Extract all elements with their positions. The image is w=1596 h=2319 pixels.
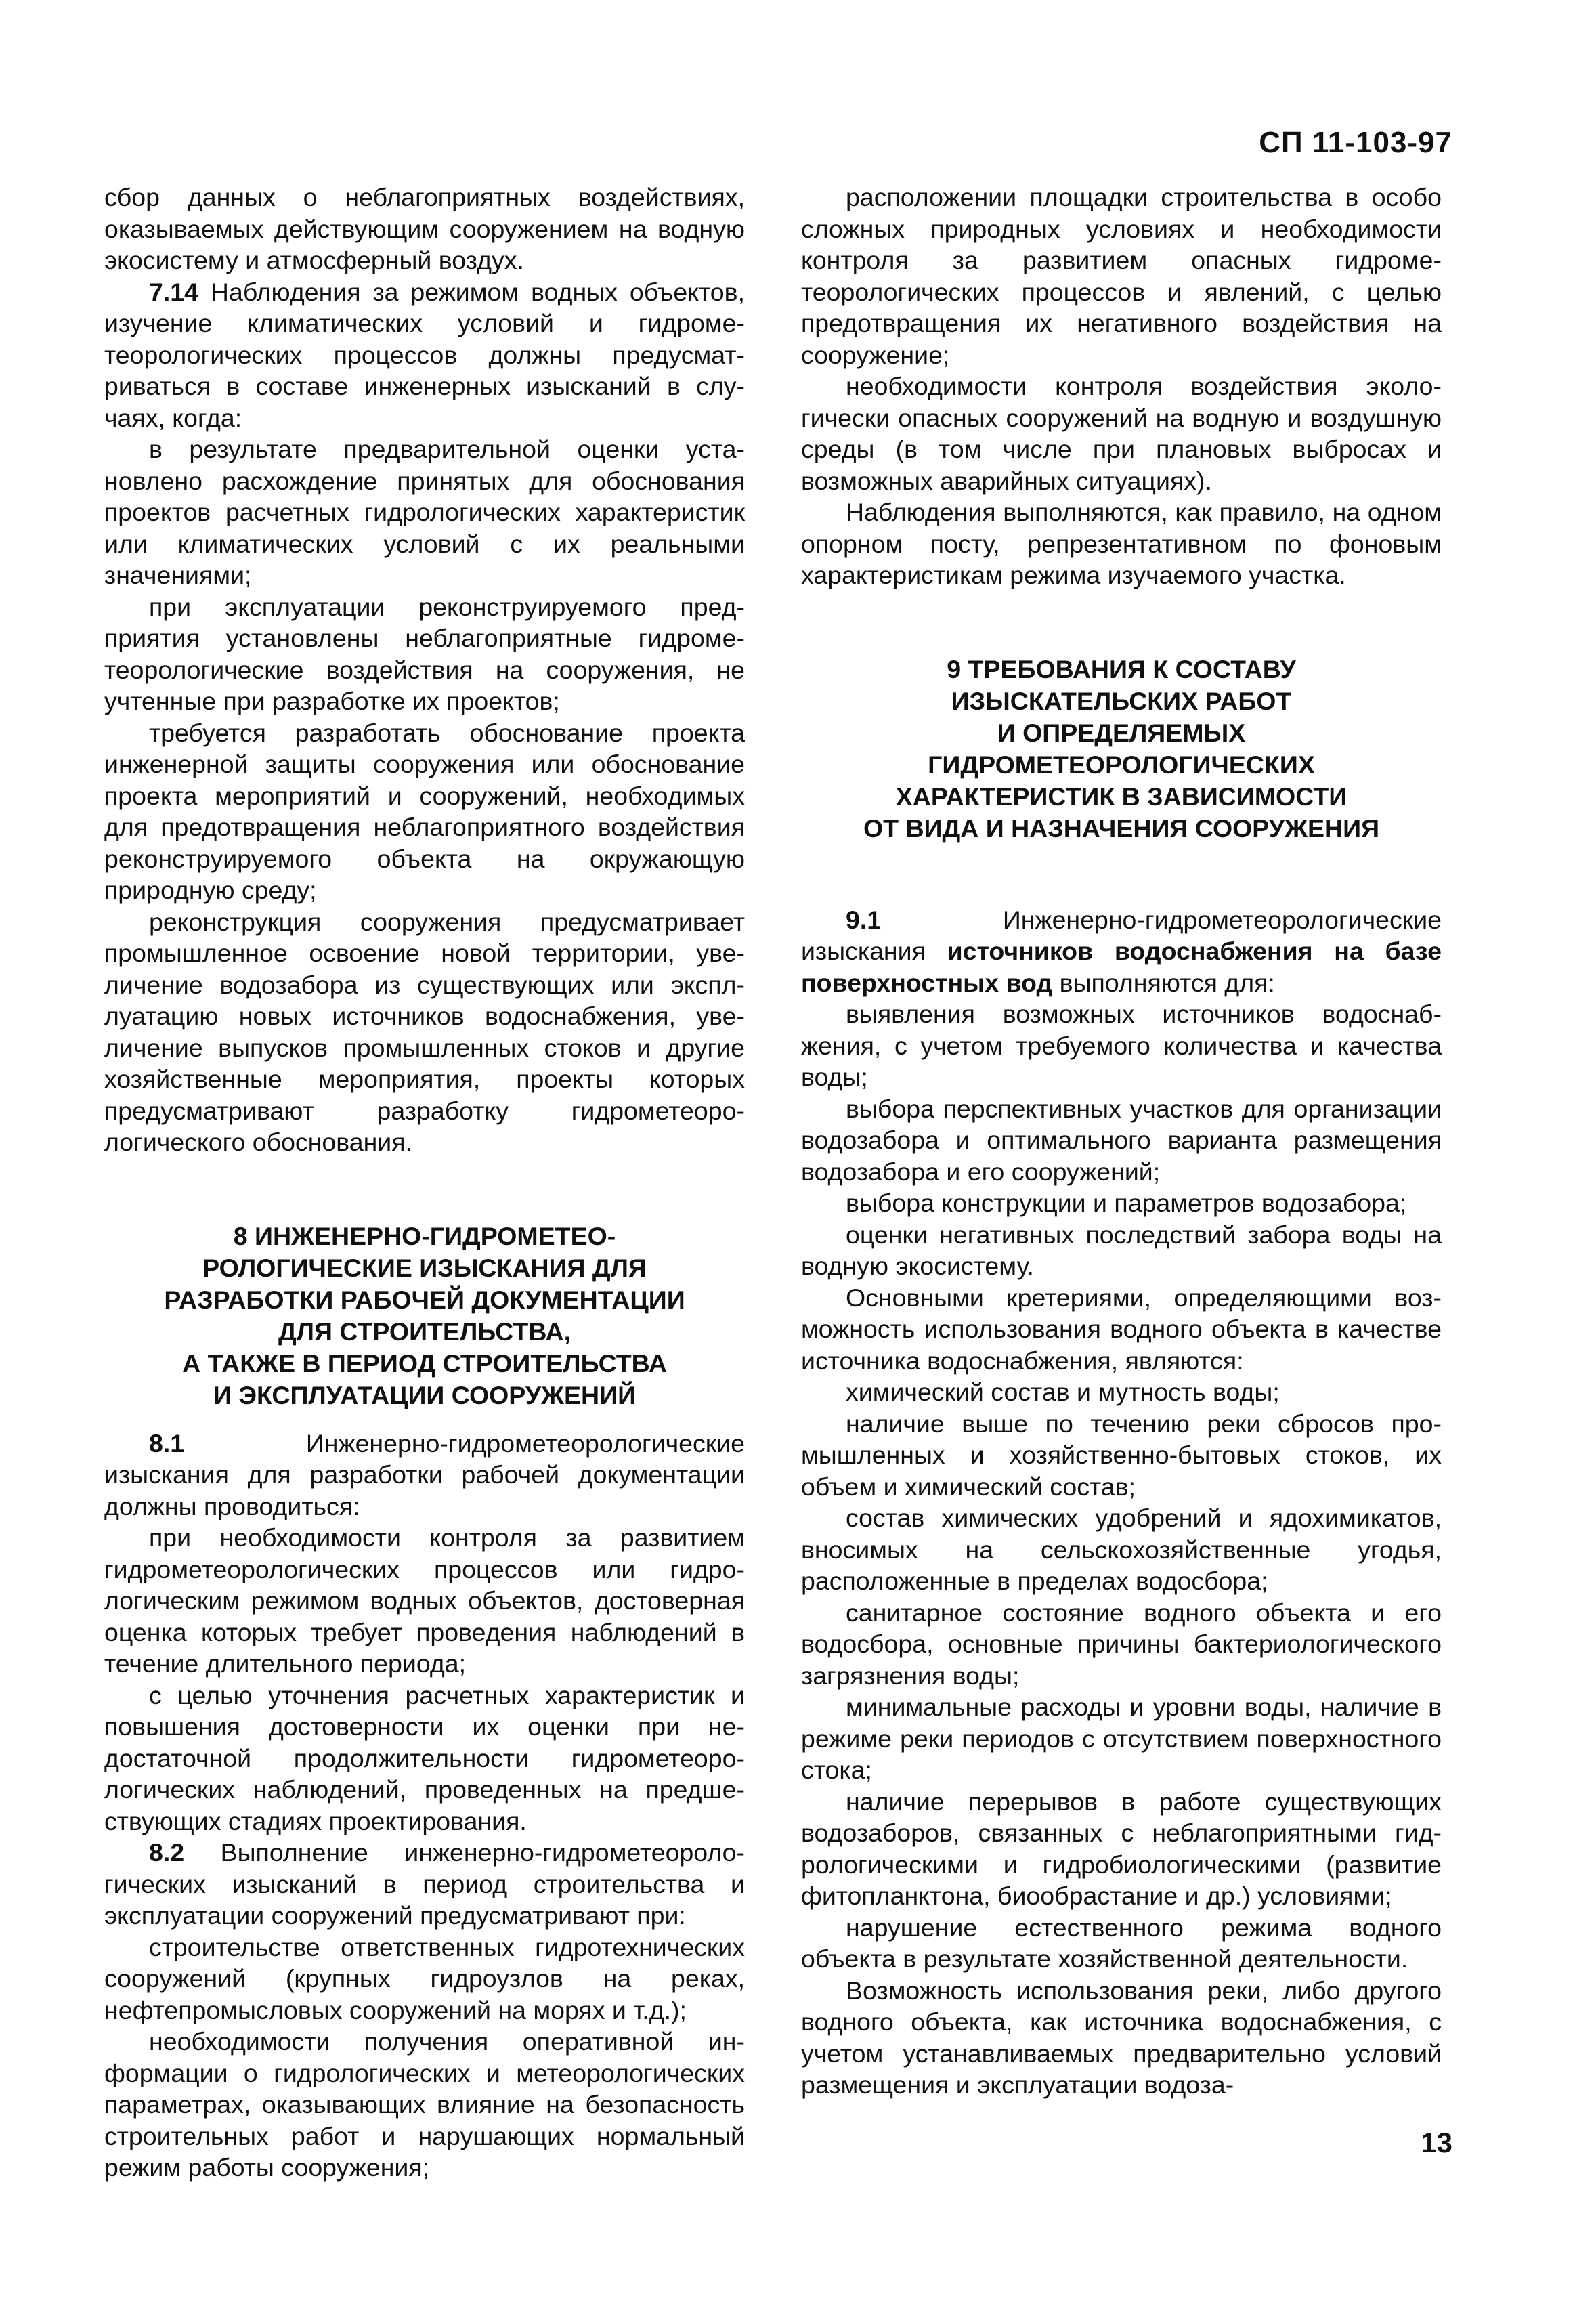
- clause-emphasis: источников водоснабжения на базе поверхностных вод: [801, 937, 1442, 997]
- paragraph: наличие выше по течению реки сбросов промышленных и хозяйственно-бытовых стоков, их объем и химический состав;: [801, 1409, 1442, 1501]
- paragraph: с целью уточнения расчетных характеристик и повышения достоверности их оценки при недостаточной продолжительности гидрометеорологических наблюдений, проведенных на предшествующих стадиях проектирования.: [104, 1680, 745, 1835]
- paragraph: состав химических удобрений и ядохимикатов, вносимых на сельскохозяйственные угодья, расположенные в пределах водосбора;: [801, 1504, 1442, 1595]
- paragraph: наличие перерывов в работе существующих водозаборов, связанных с неблагоприятными гидрологическими и гидробиологическими (развитие фитопланктона, биообрастание и др.) условиями;: [801, 1787, 1442, 1910]
- right-column: [801, 182, 1442, 2101]
- heading-line: И ОПРЕДЕЛЯЕМЫХ: [997, 718, 1246, 747]
- paragraph: оценки негативных последствий забора воды на водную экосистему.: [801, 1220, 1442, 1280]
- page-number: 13: [1421, 2127, 1452, 2158]
- paragraph: нарушение естественного режима водного объекта в результате хозяйственной деятельности.: [801, 1913, 1442, 1973]
- paragraph: химический состав и мутность воды;: [846, 1378, 1280, 1406]
- heading-line: И ЭКСПЛУАТАЦИИ СООРУЖЕНИЙ: [213, 1380, 637, 1409]
- clause-text: Инженерно-гидрометеорологические изыскания: [801, 905, 1442, 965]
- heading-line: 9 ТРЕБОВАНИЯ К СОСТАВУ: [947, 654, 1296, 683]
- paragraph: сбор данных о неблагоприятных воздействиях, оказываемых действующим сооружением на водную экосистему и атмосферный воздух.: [104, 183, 745, 274]
- paragraph: необходимости контроля воздействия экологически опасных сооружений на водную и воздушную среды (в том числе при плановых выбросах и возможных аварийных ситуациях).: [801, 372, 1442, 495]
- left-column: [104, 182, 745, 2184]
- paragraph: санитарное состояние водного объекта и его водосбора, основные причины бактериологического загрязнения воды;: [801, 1598, 1442, 1690]
- paragraph: при эксплуатации реконструируемого предприятия установлены неблагоприятные гидрометеорологические воздействия на сооружения, не учтенные при разработке их проектов;: [104, 592, 745, 715]
- paragraph: Основными кретериями, определяющими возможность использования водного объекта в качестве источника водоснабжения, являются:: [801, 1283, 1442, 1375]
- clause-number: 7.14: [149, 277, 198, 306]
- clause-7-14: [104, 276, 745, 434]
- clause-number: 9.1: [846, 905, 882, 934]
- heading-line: ДЛЯ СТРОИТЕЛЬСТВА,: [278, 1317, 571, 1346]
- clause-8-1: [104, 1428, 745, 1523]
- clause-text: Выполнение инженерно-гидрометеорологических изысканий в период строительства и эксплуатации сооружений предусматривают при:: [104, 1838, 745, 1930]
- paragraph: расположении площадки строительства в особо сложных природных условиях и необходимости контроля за развитием опасных гидрометеорологических процессов и явлений, с целью предотвращения их негативного воздействия на сооружение;: [801, 183, 1442, 369]
- paragraph: необходимости получения оперативной информации о гидрологических и метеорологических параметрах, оказывающих влияние на безопасность строительных работ и нарушающих нормальный режим работы сооружения;: [104, 2027, 745, 2182]
- paragraph: минимальные расходы и уровни воды, наличие в режиме реки периодов с отсутствием поверхностного стока;: [801, 1693, 1442, 1784]
- heading-line: РАЗРАБОТКИ РАБОЧЕЙ ДОКУМЕНТАЦИИ: [164, 1285, 685, 1314]
- clause-number: 8.1: [149, 1428, 185, 1458]
- clause-8-2: [104, 1837, 745, 1932]
- paragraph: строительстве ответственных гидротехнических сооружений (крупных гидроузлов на реках, нефтепромысловых сооружений на морях и т.д.);: [104, 1932, 745, 2024]
- paragraph: при необходимости контроля за развитием гидрометеорологических процессов или гидрологическим режимом водных объектов, достоверная оценка которых требует проведения наблюдений в течение длительного периода;: [104, 1523, 745, 1678]
- clause-number: 8.2: [149, 1838, 185, 1867]
- heading-line: А ТАКЖЕ В ПЕРИОД СТРОИТЕЛЬСТВА: [182, 1348, 667, 1378]
- heading-line: РОЛОГИЧЕСКИЕ ИЗЫСКАНИЯ ДЛЯ: [202, 1253, 647, 1282]
- paragraph: реконструкция сооружения предусматривает промышленное освоение новой территории, увеличение водозабора из существующих или экспллуатацию новых источников водоснабжения, увеличение выпусков промышленных стоков и другие хозяйственные мероприятия, проекты которых предусматривают разработку гидрометеорологического обоснования.: [104, 907, 745, 1156]
- paragraph: выбора конструкции и параметров водозабора;: [846, 1189, 1407, 1217]
- section-8-heading: [104, 1220, 745, 1411]
- heading-line: ОТ ВИДА И НАЗНАЧЕНИЯ СООРУЖЕНИЯ: [863, 813, 1380, 843]
- clause-9-1: [801, 904, 1442, 999]
- clause-text: Инженерно-гидрометеорологические изыскания для разработки рабочей документации должны проводиться:: [104, 1428, 745, 1520]
- clause-text: выполняются для:: [1052, 968, 1275, 997]
- section-9-heading: [801, 654, 1442, 845]
- heading-line: ГИДРОМЕТЕОРОЛОГИЧЕСКИХ: [928, 750, 1315, 779]
- heading-line: 8 ИНЖЕНЕРНО-ГИДРОМЕТЕО-: [233, 1221, 616, 1250]
- paragraph: Наблюдения выполняются, как правило, на одном опорном посту, репрезентативном по фоновым характеристикам режима изучаемого участка.: [801, 498, 1442, 589]
- paragraph: в результате предварительной оценки установлено расхождение принятых для обоснования проектов расчетных гидрологических характеристик или климатических условий с их реальными значениями;: [104, 435, 745, 589]
- paragraph: выбора перспективных участков для организации водозабора и оптимального варианта размещения водозабора и его сооружений;: [801, 1094, 1442, 1186]
- paragraph: Возможность использования реки, либо другого водного объекта, как источника водоснабжения, с учетом устанавливаемых предварительно условий размещения и эксплуатации водоза-: [801, 1976, 1442, 2099]
- heading-line: ХАРАКТЕРИСТИК В ЗАВИСИМОСТИ: [895, 782, 1347, 811]
- paragraph: требуется разработать обоснование проекта инженерной защиты сооружения или обоснование проекта мероприятий и сооружений, необходимых для предотвращения неблагоприятного воздействия реконструируемого объекта на окружающую природную среду;: [104, 718, 745, 904]
- heading-line: ИЗЫСКАТЕЛЬСКИХ РАБОТ: [951, 686, 1292, 715]
- clause-text: Наблюдения за режимом водных объектов, изучение климатических условий и гидрометеорологических процессов должны предусматриваться в составе инженерных изысканий в случаях, когда:: [104, 277, 745, 432]
- paragraph: выявления возможных источников водоснабжения, с учетом требуемого количества и качества воды;: [801, 1000, 1442, 1091]
- document-code-header: СП 11-103-97: [1259, 126, 1452, 159]
